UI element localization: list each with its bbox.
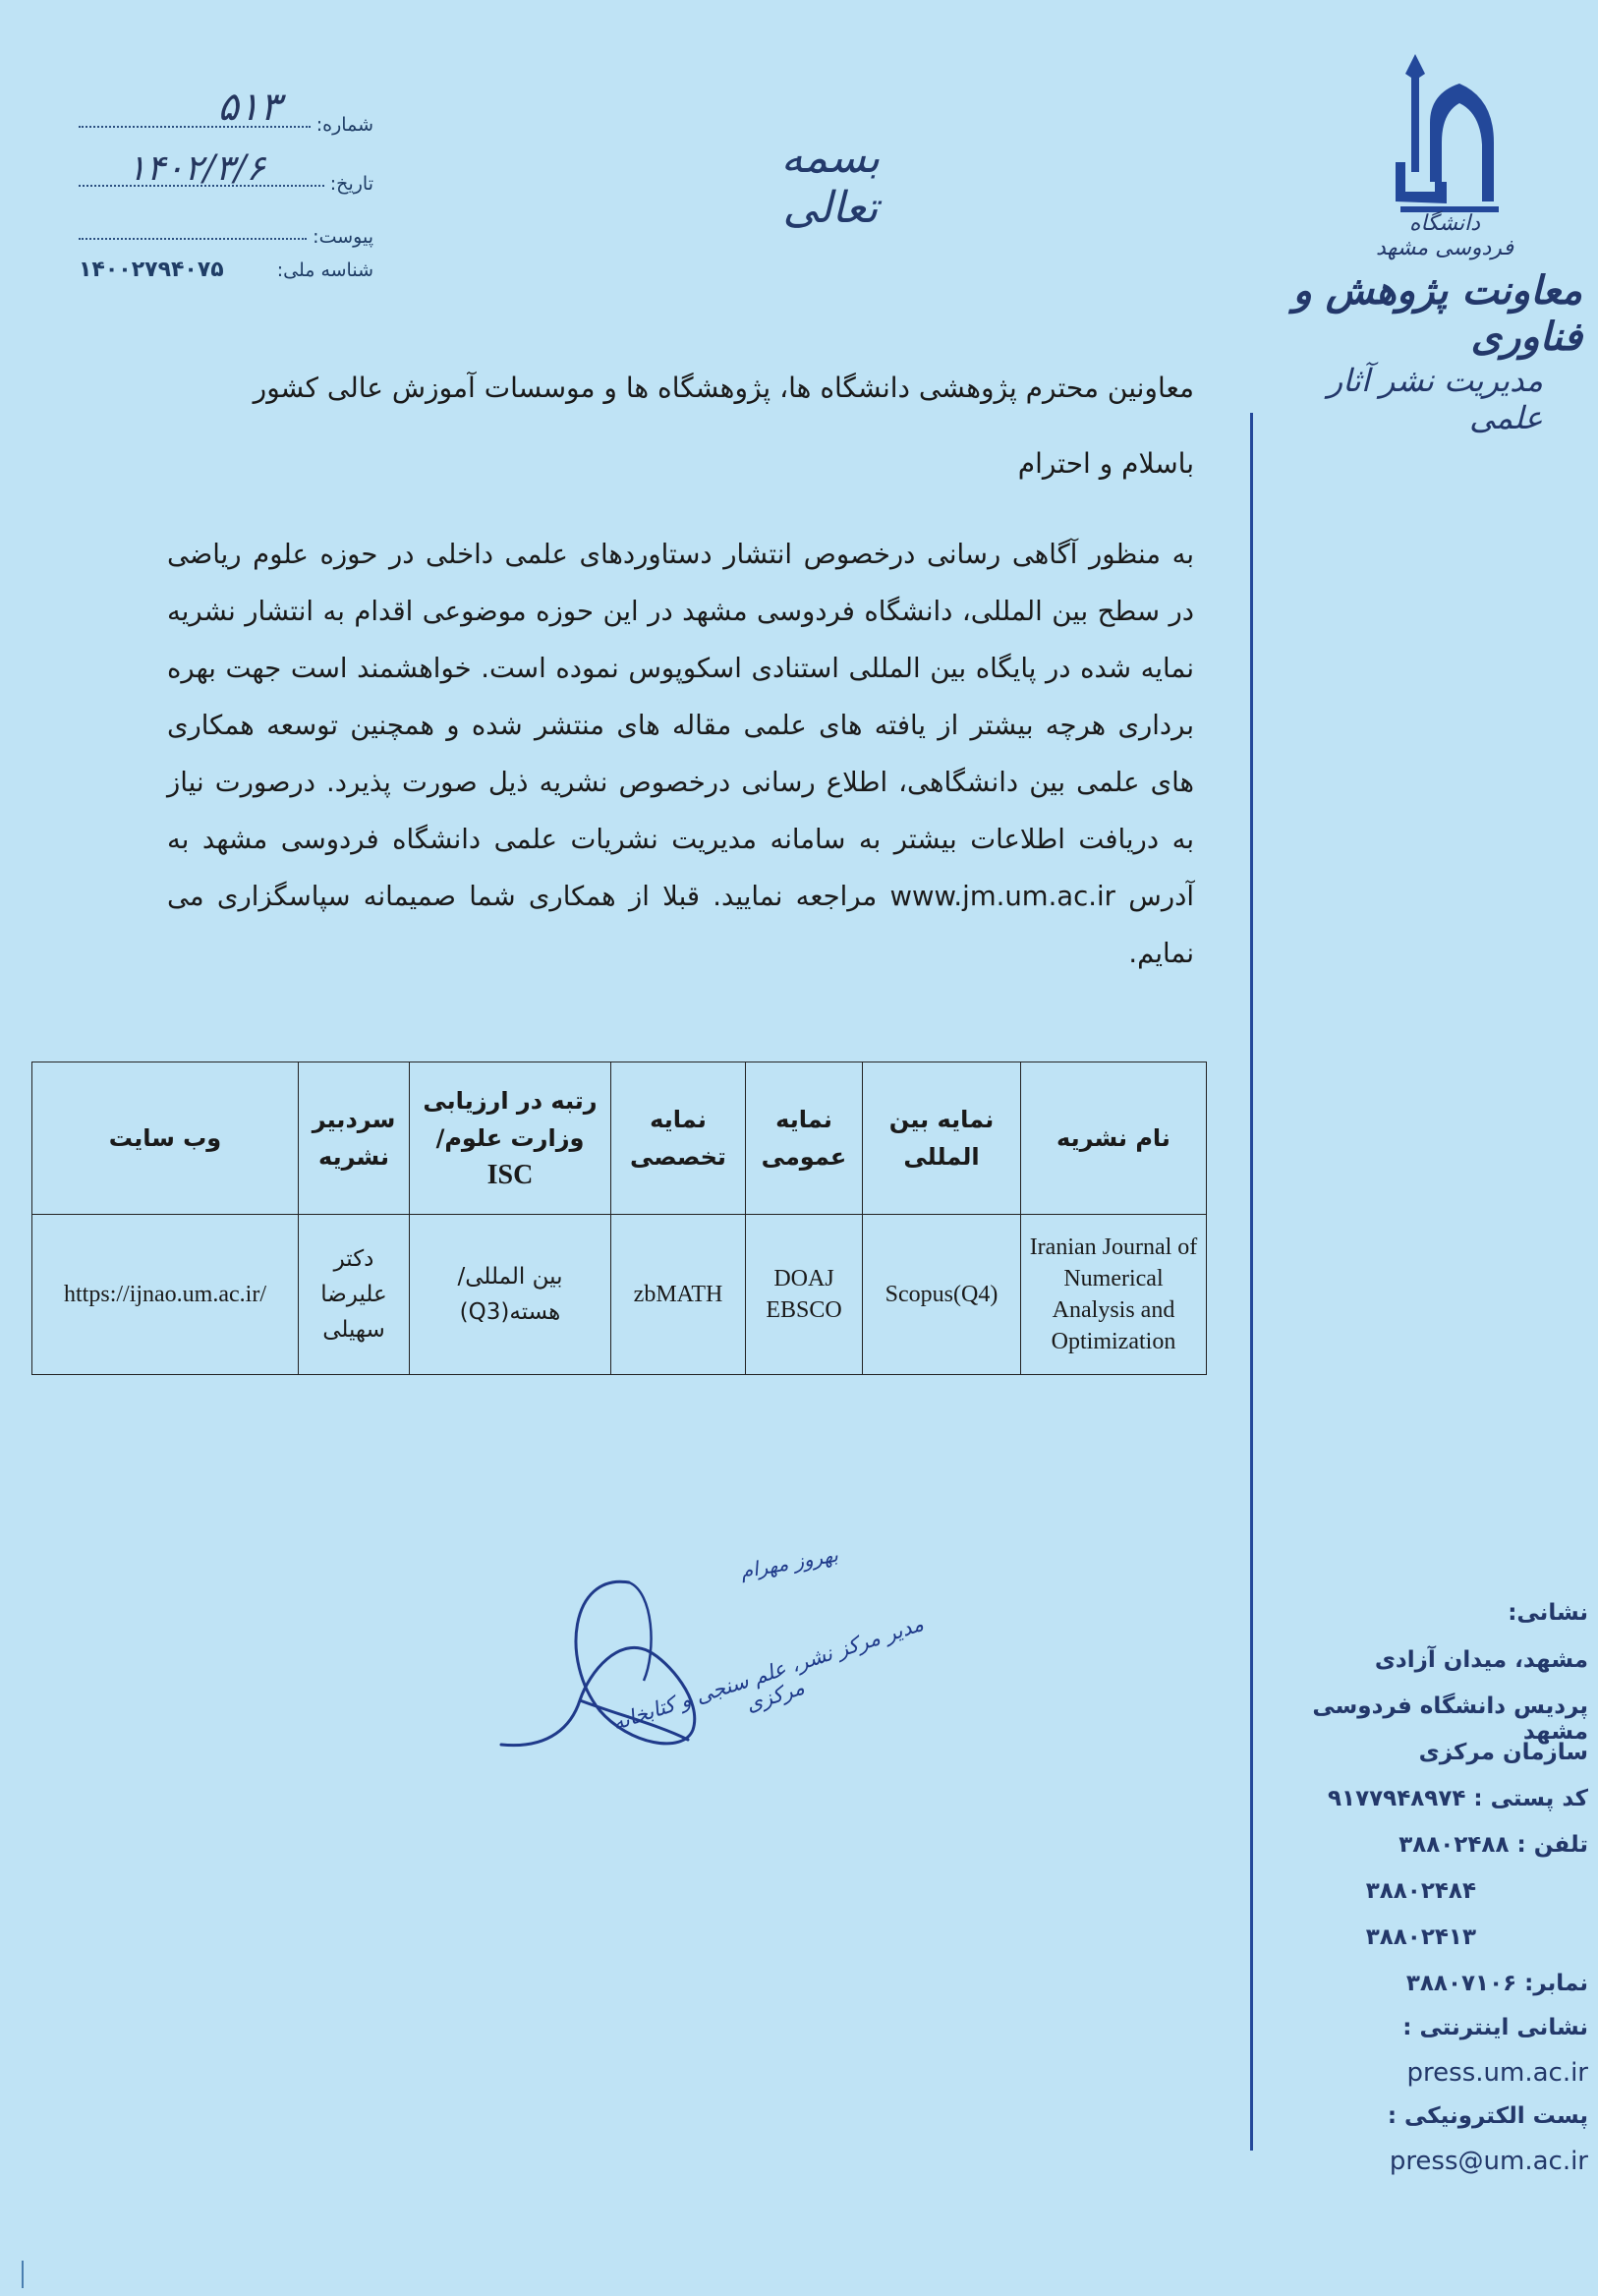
header-international-index: نمایه بین المللی	[863, 1062, 1021, 1215]
university-name: دانشگاه فردوسی مشهد	[1376, 211, 1513, 260]
cell-general-index-2: EBSCO	[766, 1297, 842, 1323]
national-id-label: شناسه ملی:	[276, 258, 373, 281]
recipient-line: معاونین محترم پژوهشی دانشگاه ها، پژوهشگاه ها و موسسات آموزش عالی کشور	[253, 372, 1194, 404]
website-link[interactable]: press.um.ac.ir	[1406, 2058, 1588, 2088]
address-label: نشانی:	[1508, 1600, 1588, 1626]
university-logo	[1376, 54, 1513, 260]
cell-general-index	[746, 1215, 863, 1375]
header-specialized-index: نمایه تخصصی	[611, 1062, 746, 1215]
cell-international-index: Scopus(Q4)	[863, 1215, 1021, 1375]
phone-1: تلفن : ۳۸۸۰۲۴۸۸	[1398, 1832, 1588, 1858]
cell-editor: دکتر علیرضا سهیلی	[299, 1215, 410, 1375]
signer-title: مدیر مرکز نشر، علم سنجی و کتابخانه مرکزی	[609, 1611, 927, 1736]
cell-specialized-index: zbMATH	[611, 1215, 746, 1375]
letter-body: به منظور آگاهی رسانی درخصوص انتشار دستاوردهای علمی داخلی در حوزه علوم ریاضی در سطح بین المللی، دانشگاه فردوسی مشهد در این حوزه موضوعی اقدام به انتشار نشریه نمایه شده در پایگاه بین المللی استنادی اسکوپوس نموده است. خواهشمند است جهت بهره برداری هرچه بیشتر از یافته های علمی مقاله های منتشر شده و همچنین توسعه همکاری های علمی بین دانشگاهی، اطلاع رسانی درخصوص نشریه ذیل صورت پذیرد. درصورت نیاز به دریافت اطلاعات بیشتر به سامانه مدیریت نشریات علمی دانشگاه فردوسی مشهد به آدرس www.jm.um.ac.ir مراجعه نمایید. قبلا از همکاری شما صمیمانه سپاسگزاری می نمایم.	[167, 539, 1194, 969]
phone-2: ۳۸۸۰۲۴۸۴	[1365, 1878, 1476, 1904]
cell-ministry-rank: بین المللی/هسته(Q3)	[410, 1215, 611, 1375]
phone-3: ۳۸۸۰۲۴۱۳	[1365, 1924, 1476, 1950]
cell-general-index-1: DOAJ	[773, 1266, 834, 1292]
salutation: باسلام و احترام	[1017, 447, 1194, 480]
margin-mark	[22, 2261, 24, 2288]
national-id-row	[79, 258, 373, 282]
letter-date-row	[79, 148, 373, 195]
journal-table	[31, 1062, 1207, 1375]
letter-date-line	[79, 148, 324, 189]
attachment-label: پیوست:	[313, 226, 373, 248]
table-header-row	[32, 1062, 1207, 1215]
national-id-value: ۱۴۰۰۲۷۹۴۰۷۵	[79, 258, 224, 282]
email-label: پست الکترونیکی :	[1387, 2103, 1588, 2129]
email-link[interactable]: press@um.ac.ir	[1389, 2147, 1588, 2176]
letter-number-line	[79, 85, 311, 130]
letter-number-row	[79, 85, 373, 136]
signer-name: بهروز مهرام	[738, 1542, 840, 1583]
address-line-3: سازمان مرکزی	[1418, 1740, 1588, 1765]
fax: نمابر: ۳۸۸۰۷۱۰۶	[1405, 1971, 1588, 1996]
header-general-index: نمایه عمومی	[746, 1062, 863, 1215]
bismillah-calligraphy: بسمه تعالی	[780, 133, 881, 233]
header-ministry-rank	[410, 1062, 611, 1215]
address-line-1: مشهد، میدان آزادی	[1374, 1647, 1588, 1673]
postal-code: کد پستی : ۹۱۷۷۹۴۸۹۷۴	[1328, 1786, 1588, 1811]
table-row	[32, 1215, 1207, 1375]
attachment-line	[79, 238, 307, 240]
cell-journal-name: Iranian Journal of Numerical Analysis and Optimization	[1021, 1215, 1207, 1375]
attachment-row	[79, 208, 373, 248]
header-ministry-rank-text: رتبه در ارزیابی وزارت علوم/	[423, 1087, 598, 1152]
letter-date-value: ۱۴۰۲/۳/۶	[127, 148, 265, 189]
letter-date-label: تاریخ:	[329, 173, 373, 195]
letter-number-label: شماره:	[315, 114, 373, 136]
department-title: مدیریت نشر آثار علمی	[1327, 362, 1543, 436]
deputy-title: معاونت پژوهش و فناوری	[1292, 267, 1582, 360]
address-line-2: پردیس دانشگاه فردوسی مشهد	[1312, 1693, 1588, 1745]
header-journal-name: نام نشریه	[1021, 1062, 1207, 1215]
letter-number-value: ۵۱۳	[217, 85, 281, 130]
header-website: وب سایت	[32, 1062, 299, 1215]
website-label: نشانی اینترنتی :	[1402, 2015, 1588, 2040]
header-editor: سردبیر نشریه	[299, 1062, 410, 1215]
cell-website[interactable]: https://ijnao.um.ac.ir/	[32, 1215, 299, 1375]
header-ministry-rank-isc: ISC	[486, 1160, 534, 1190]
